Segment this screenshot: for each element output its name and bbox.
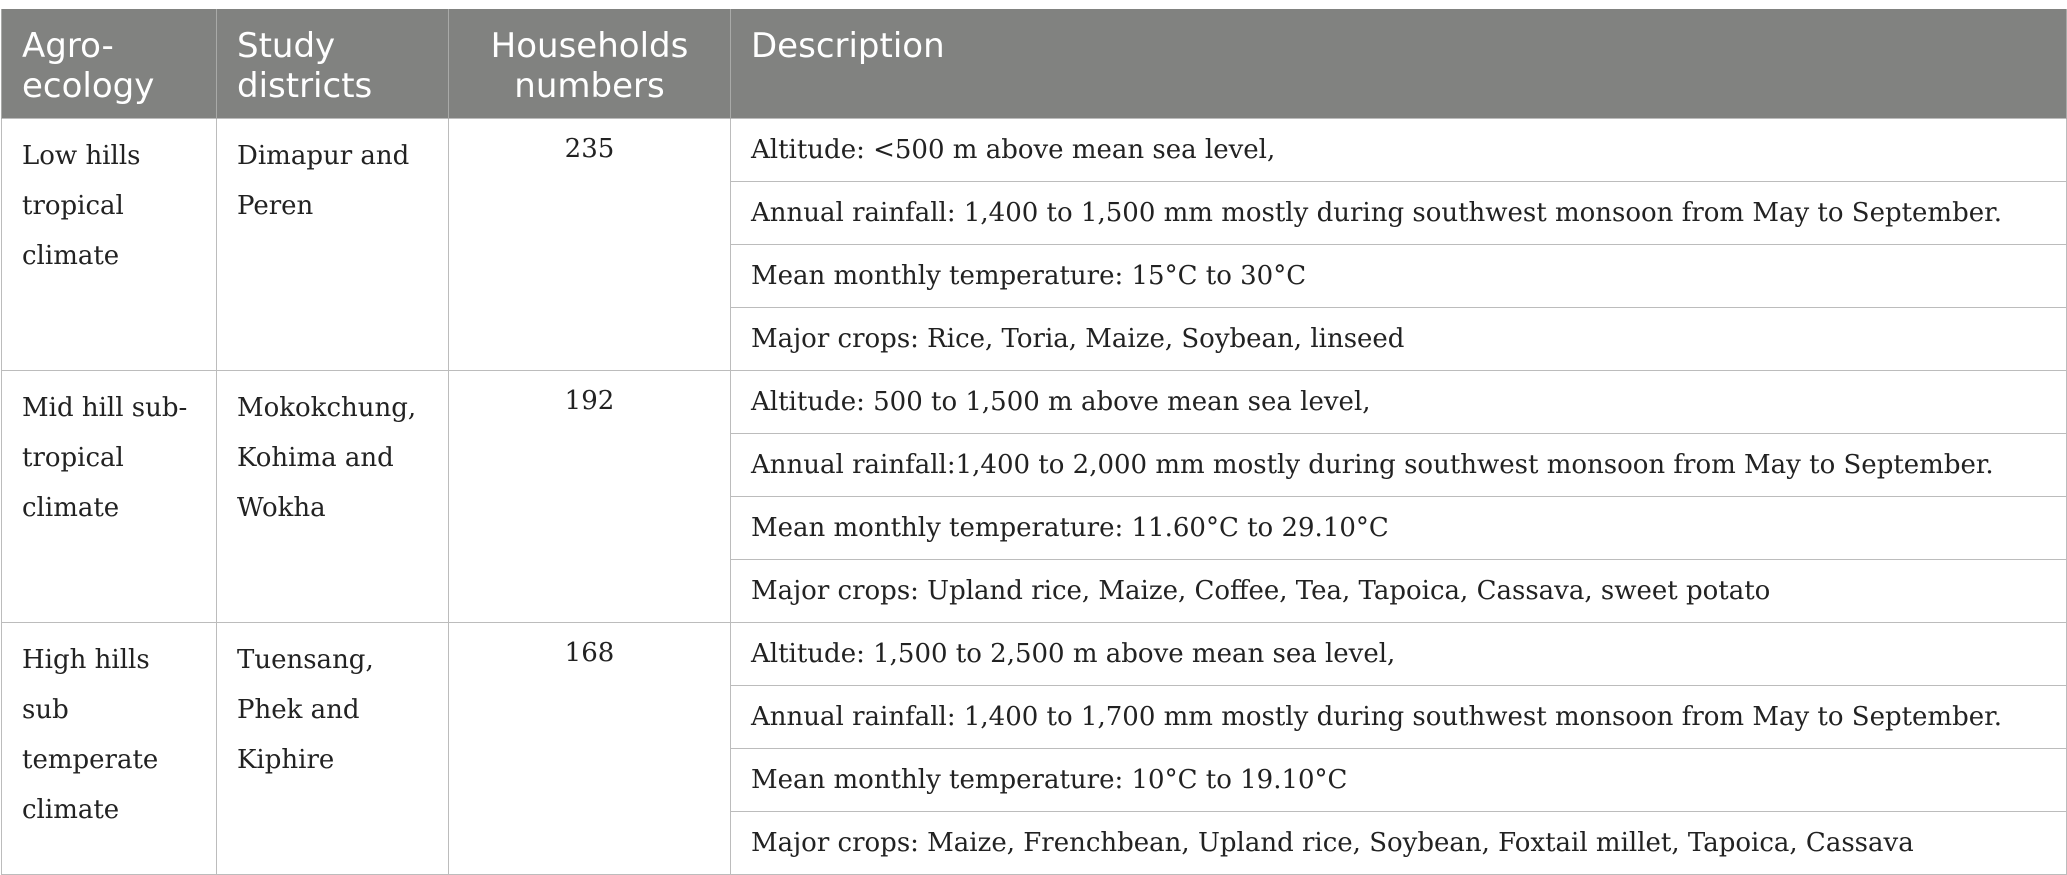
households-cell: 168 bbox=[449, 623, 731, 875]
description-crops: Major crops: Rice, Toria, Maize, Soybean, linseed bbox=[731, 308, 2067, 371]
agro-ecology-cell: Mid hill sub-tropical climate bbox=[2, 371, 217, 623]
header-households-numbers: Households numbers bbox=[449, 9, 731, 119]
agro-ecology-cell: High hills sub temperate climate bbox=[2, 623, 217, 875]
agro-ecology-table-container bbox=[1, 9, 2066, 875]
agro-ecology-table bbox=[1, 9, 2067, 875]
description-altitude: Altitude: <500 m above mean sea level, bbox=[731, 119, 2067, 182]
description-rainfall: Annual rainfall:1,400 to 2,000 mm mostly during southwest monsoon from May to September. bbox=[731, 434, 2067, 497]
header-row bbox=[2, 9, 2067, 119]
households-cell: 192 bbox=[449, 371, 731, 623]
study-districts-cell: Dimapur and Peren bbox=[217, 119, 449, 371]
description-altitude: Altitude: 1,500 to 2,500 m above mean sea level, bbox=[731, 623, 2067, 686]
agro-ecology-cell: Low hills tropical climate bbox=[2, 119, 217, 371]
header-study-districts: Study districts bbox=[217, 9, 449, 119]
households-cell: 235 bbox=[449, 119, 731, 371]
study-districts-cell: Mokokchung, Kohima and Wokha bbox=[217, 371, 449, 623]
table-row bbox=[2, 371, 2067, 434]
table-row bbox=[2, 623, 2067, 686]
study-districts-cell: Tuensang, Phek and Kiphire bbox=[217, 623, 449, 875]
table-row bbox=[2, 119, 2067, 182]
header-agro-ecology: Agro-ecology bbox=[2, 9, 217, 119]
description-crops: Major crops: Maize, Frenchbean, Upland rice, Soybean, Foxtail millet, Tapoica, Cassava bbox=[731, 812, 2067, 875]
description-crops: Major crops: Upland rice, Maize, Coffee, Tea, Tapoica, Cassava, sweet potato bbox=[731, 560, 2067, 623]
description-altitude: Altitude: 500 to 1,500 m above mean sea level, bbox=[731, 371, 2067, 434]
description-temperature: Mean monthly temperature: 15°C to 30°C bbox=[731, 245, 2067, 308]
description-temperature: Mean monthly temperature: 10°C to 19.10°C bbox=[731, 749, 2067, 812]
table-body bbox=[2, 119, 2067, 875]
table-header bbox=[2, 9, 2067, 119]
description-rainfall: Annual rainfall: 1,400 to 1,700 mm mostly during southwest monsoon from May to September. bbox=[731, 686, 2067, 749]
description-temperature: Mean monthly temperature: 11.60°C to 29.10°C bbox=[731, 497, 2067, 560]
header-description: Description bbox=[731, 9, 2067, 119]
description-rainfall: Annual rainfall: 1,400 to 1,500 mm mostly during southwest monsoon from May to September. bbox=[731, 182, 2067, 245]
